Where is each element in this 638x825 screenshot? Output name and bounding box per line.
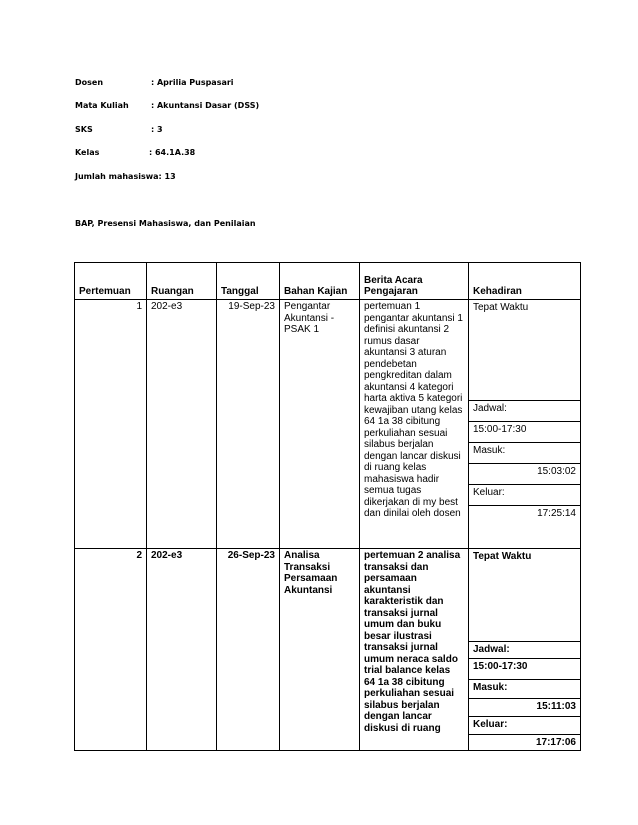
bahan-value: Pengantar Akuntansi - PSAK 1 — [284, 301, 335, 335]
bap-table — [74, 262, 581, 751]
sks-value: : 3 — [151, 125, 163, 134]
kelas-value: : 64.1A.38 — [149, 148, 196, 157]
ruangan-value: 202-e3 — [151, 301, 183, 312]
header-bahan: Bahan Kajian — [280, 263, 360, 300]
tanggal-value: 19-Sep-23 — [228, 301, 275, 312]
keluar-value: 17:25:14 — [469, 505, 580, 548]
masuk-value: 15:11:03 — [469, 698, 580, 717]
cell-pertemuan — [75, 549, 147, 751]
header-berita — [360, 263, 469, 300]
matkul-label: Mata Kuliah — [75, 101, 129, 110]
berita-value: pertemuan 1 pengantar akuntansi 1 definisi akuntansi 2 rumus dasar akuntansi 3 aturan pendebetan pengkreditan dalam akuntansi 4 kategori harta aktiva 5 kategori kewajiban utang kelas 64 1a 38 cibitung perkuliahan sesuai silabus berjalan dengan lancar diskusi di ruang kelas mahasiswa hadir semua tugas dikerjakan di my best dan dinilai oleh dosen — [364, 301, 463, 519]
header-kehadiran: Kehadiran — [469, 263, 581, 300]
dosen-value: : Aprilia Puspasari — [151, 78, 234, 87]
cell-kehadiran — [469, 300, 581, 549]
jadwal-value: 15:00-17:30 — [469, 658, 580, 679]
status-value: Tepat Waktu — [473, 551, 532, 562]
jadwal-label: Jadwal: — [469, 400, 580, 421]
keluar-label: Keluar: — [469, 484, 580, 505]
header-ruangan: Ruangan — [147, 263, 217, 300]
table-row — [75, 300, 581, 549]
dosen-label: Dosen — [75, 78, 104, 87]
tanggal-value: 26-Sep-23 — [227, 550, 275, 561]
matkul-value: : Akuntansi Dasar (DSS) — [151, 101, 260, 110]
header-tanggal: Tanggal — [217, 263, 280, 300]
ruangan-value: 202-e3 — [151, 550, 183, 561]
pertemuan-number: 1 — [136, 301, 142, 312]
cell-ruangan — [147, 549, 217, 751]
cell-pertemuan — [75, 300, 147, 549]
pertemuan-number: 2 — [136, 550, 142, 561]
cell-tanggal — [217, 549, 280, 751]
jadwal-value: 15:00-17:30 — [469, 421, 580, 442]
header-pertemuan: Pertemuan — [75, 263, 147, 300]
berita-value: pertemuan 2 analisa transaksi dan persamaan akuntansi karakteristik dan transaksi jurnal umum dan buku besar ilustrasi transaksi jurnal umum neraca saldo trial balance kelas 64 1a 38 cibitung perkuliahan sesuai silabus berjalan dengan lancar diskusi di ruang — [364, 550, 461, 734]
cell-tanggal — [217, 300, 280, 549]
section-title: BAP, Presensi Mahasiswa, dan Penilaian — [75, 219, 256, 228]
sks-label: SKS — [75, 125, 93, 134]
keluar-value: 17:17:06 — [469, 734, 580, 750]
table-row — [75, 549, 581, 751]
bahan-value: Analisa Transaksi Persamaan Akuntansi — [284, 550, 338, 596]
table-header-row — [75, 263, 581, 300]
masuk-value: 15:03:02 — [469, 463, 580, 484]
cell-berita — [360, 549, 469, 751]
jadwal-label: Jadwal: — [469, 641, 580, 658]
cell-kehadiran — [469, 549, 581, 751]
masuk-label: Masuk: — [469, 679, 580, 698]
keluar-label: Keluar: — [469, 716, 580, 734]
cell-bahan — [280, 300, 360, 549]
kelas-label: Kelas — [75, 148, 100, 157]
header-berita-line1: Berita Acara — [364, 275, 423, 286]
cell-ruangan — [147, 300, 217, 549]
jumlah-mahasiswa: Jumlah mahasiswa: 13 — [75, 172, 176, 181]
cell-bahan — [280, 549, 360, 751]
status-value: Tepat Waktu — [473, 302, 529, 313]
header-berita-line2: Pengajaran — [364, 286, 418, 297]
masuk-label: Masuk: — [469, 442, 580, 463]
cell-berita — [360, 300, 469, 549]
